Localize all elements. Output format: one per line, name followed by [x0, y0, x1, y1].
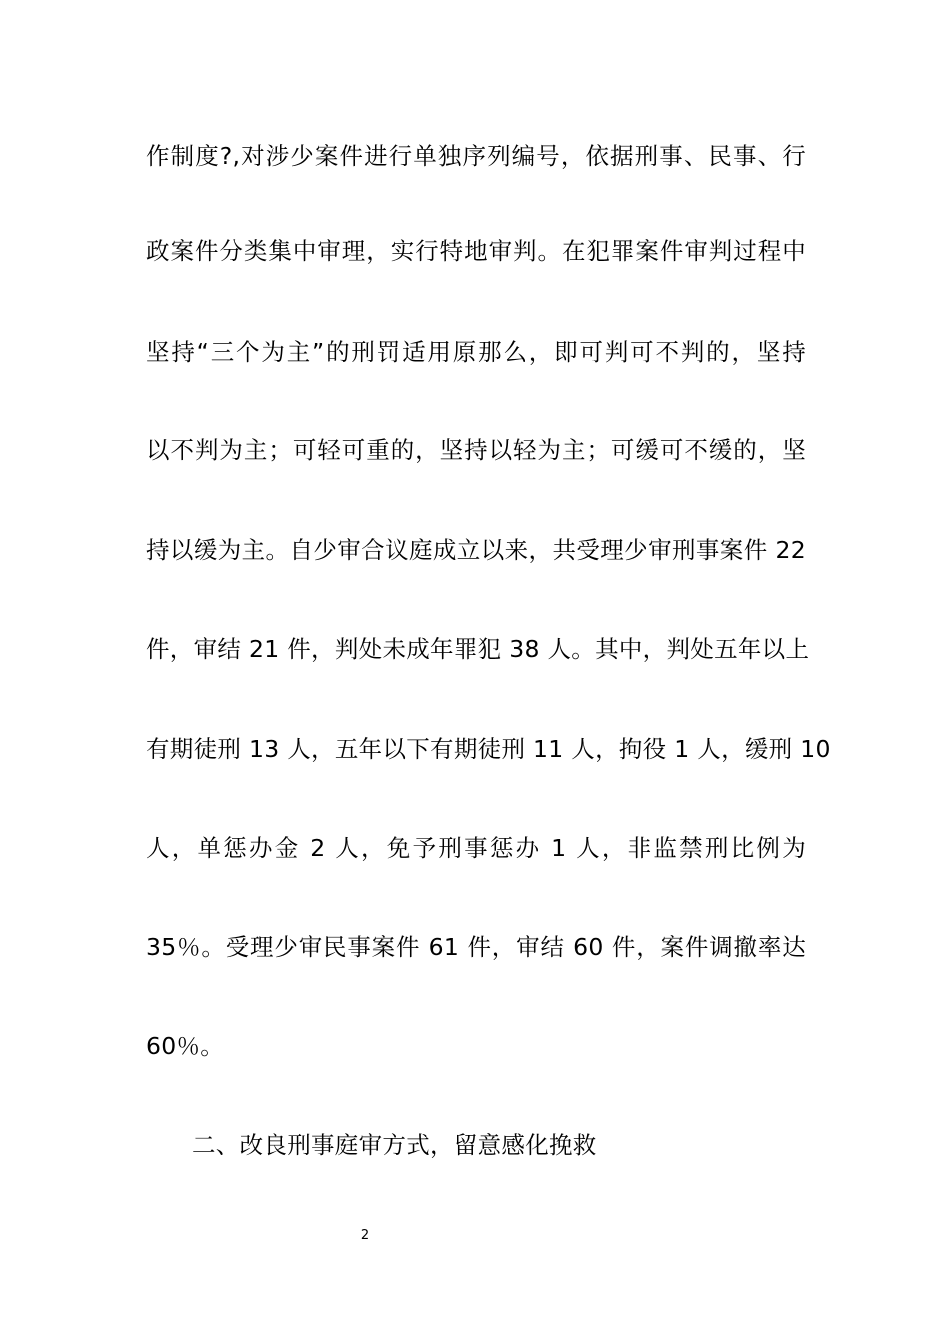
text-line: 作制度?,对涉少案件进行单独序列编号，依据刑事、民事、行 — [146, 142, 806, 170]
text-line: 35％。受理少审民事案件 61 件，审结 60 件，案件调撤率达 — [146, 933, 806, 961]
text-line: 坚持“三个为主”的刑罚适用原那么，即可判可不判的，坚持 — [146, 338, 806, 366]
text-line: 有期徒刑 13 人，五年以下有期徒刑 11 人，拘役 1 人，缓刑 10 — [146, 735, 831, 763]
text-line: 政案件分类集中审理，实行特地审判。在犯罪案件审判过程中 — [146, 237, 806, 265]
section-heading: 二、改良刑事庭审方式，留意感化挽救 — [192, 1131, 597, 1159]
text-line: 人，单惩办金 2 人，免予刑事惩办 1 人，非监禁刑比例为 — [146, 834, 806, 862]
text-line: 持以缓为主。自少审合议庭成立以来，共受理少审刑事案件 22 — [146, 536, 806, 564]
text-line: 60％。 — [146, 1032, 225, 1060]
page-number: 2 — [360, 1228, 370, 1243]
text-line: 件，审结 21 件，判处未成年罪犯 38 人。其中，判处五年以上 — [146, 635, 810, 663]
text-line: 以不判为主；可轻可重的，坚持以轻为主；可缓可不缓的，坚 — [146, 436, 806, 464]
